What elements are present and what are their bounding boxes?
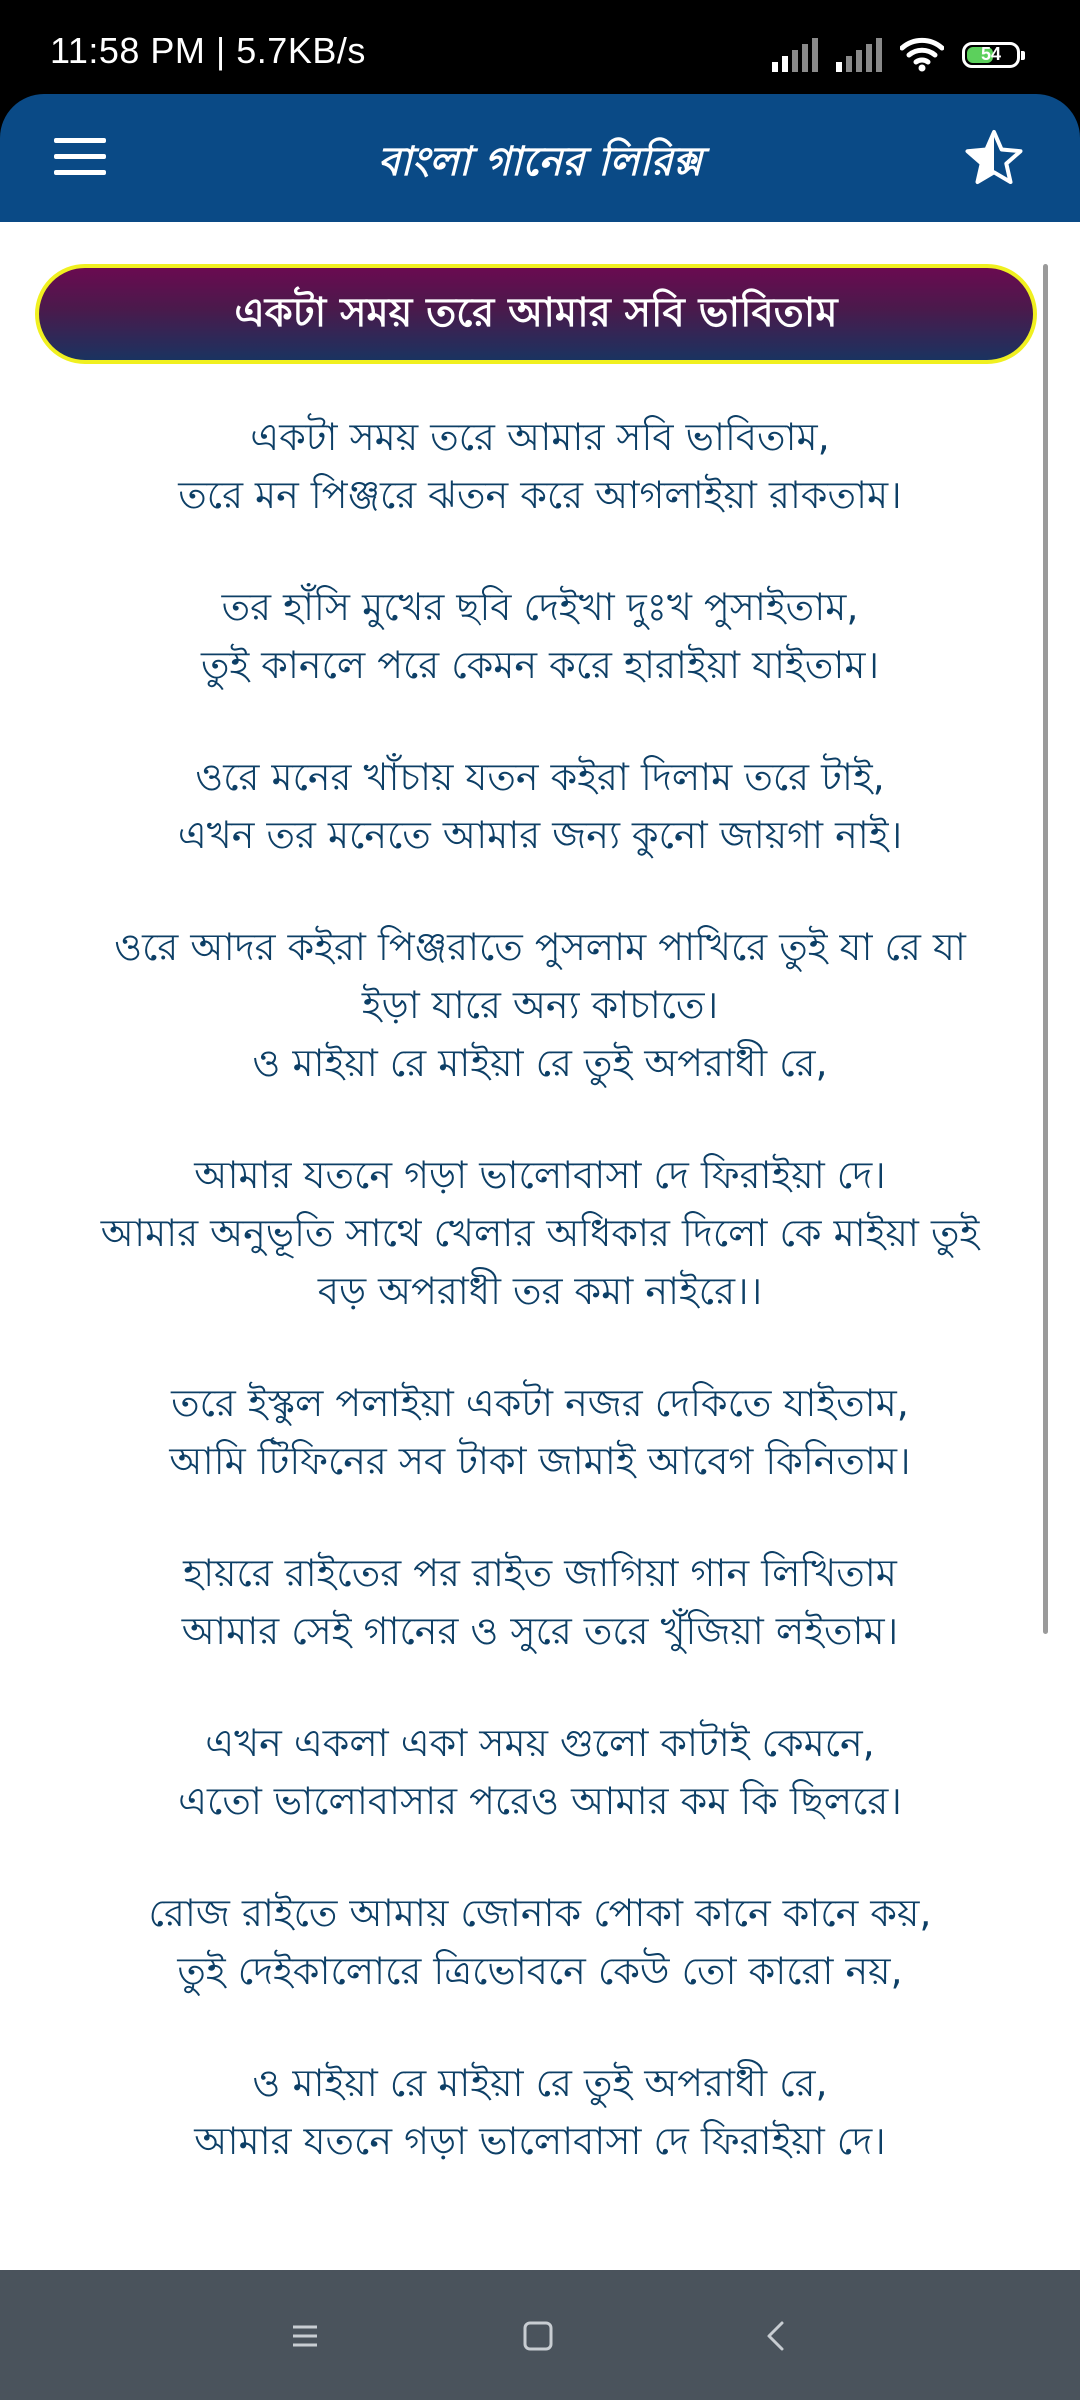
status-time-speed: 11:58 PM | 5.7KB/s (50, 30, 366, 71)
lyrics-line: তর হাঁসি মুখের ছবি দেইখা দুঃখ পুসাইতাম, (221, 585, 859, 629)
lyrics-stanza (30, 1714, 1050, 1830)
star-icon[interactable] (964, 128, 1024, 188)
lyrics-stanza (30, 1146, 1050, 1320)
lyrics-line: তুই কানলে পরে কেমন করে হারাইয়া যাইতাম। (200, 643, 880, 687)
status-bar (0, 0, 1080, 92)
lyrics-stanza (30, 918, 1050, 1092)
recents-icon[interactable] (283, 2314, 327, 2358)
status-icons (772, 32, 1020, 72)
lyrics-stanza (30, 408, 1050, 524)
lyrics-line: ওরে মনের খাঁচায় যতন কইরা দিলাম তরে টাই, (195, 755, 885, 799)
song-title: একটা সময় তরে আমার সবি ভাবিতাম (234, 289, 838, 336)
lyrics-line: একটা সময় তরে আমার সবি ভাবিতাম, (250, 415, 830, 459)
lyrics-line: আমার অনুভূতি সাথে খেলার অধিকার দিলো কে মাইয়া তুই (100, 1211, 980, 1255)
lyrics-stanza (30, 2054, 1050, 2170)
lyrics-text (30, 408, 1050, 2224)
lyrics-line: তুই দেইকালোরে ত্রিভোবনে কেউ তো কারো নয়, (177, 1949, 903, 1993)
battery-level: 54 (980, 44, 1002, 64)
lyrics-line: এতো ভালোবাসার পরেও আমার কম কি ছিলরে। (178, 1779, 902, 1823)
lyrics-stanza (30, 1884, 1050, 2000)
lyrics-stanza (30, 748, 1050, 864)
lyrics-line: আমার যতনে গড়া ভালোবাসা দে ফিরাইয়া দে। (194, 1153, 886, 1197)
lyrics-content[interactable] (0, 222, 1080, 2270)
lyrics-line: হায়রে রাইতের পর রাইত জাগিয়া গান লিখিতাম (183, 1551, 897, 1595)
wifi-icon (900, 36, 944, 72)
lyrics-line: ও মাইয়া রে মাইয়া রে তুই অপরাধী রে, (252, 2061, 828, 2105)
lyrics-line: তরে মন পিঞ্জরে ঝতন করে আগলাইয়া রাকতাম। (178, 473, 902, 517)
app-title: বাংলা গানের লিরিক্স (377, 139, 703, 185)
battery-icon (962, 42, 1020, 68)
lyrics-line: ইড়া যারে অন্য কাচাতে। (361, 983, 719, 1027)
scrollbar[interactable] (1043, 264, 1048, 1634)
signal-icon (836, 38, 882, 72)
back-icon[interactable] (754, 2314, 798, 2358)
home-icon[interactable] (516, 2314, 560, 2358)
lyrics-line: ওরে আদর কইরা পিঞ্জরাতে পুসলাম পাখিরে তুই যা রে যা (114, 925, 966, 969)
lyrics-stanza (30, 1544, 1050, 1660)
lyrics-line: বড় অপরাধী তর কমা নাইরে।। (317, 1269, 763, 1313)
navigation-bar (0, 2270, 1080, 2400)
song-title-banner (35, 264, 1037, 364)
signal-icon (772, 38, 818, 72)
lyrics-stanza (30, 1374, 1050, 1490)
lyrics-line: আমার যতনে গড়া ভালোবাসা দে ফিরাইয়া দে। (194, 2119, 886, 2163)
lyrics-line: এখন তর মনেতে আমার জন্য কুনো জায়গা নাই। (177, 813, 903, 857)
lyrics-line: আমার সেই গানের ও সুরে তরে খুঁজিয়া লইতাম। (181, 1609, 899, 1653)
lyrics-line: ও মাইয়া রে মাইয়া রে তুই অপরাধী রে, (252, 1041, 828, 1085)
app-bar (0, 94, 1080, 222)
lyrics-line: তরে ইস্কুল পলাইয়া একটা নজর দেকিতে যাইতাম, (171, 1381, 909, 1425)
lyrics-line: রোজ রাইতে আমায় জোনাক পোকা কানে কানে কয়, (148, 1891, 932, 1935)
lyrics-line: আমি টিফিনের সব টাকা জামাই আবেগ কিনিতাম। (169, 1439, 911, 1483)
lyrics-line: এখন একলা একা সময় গুলো কাটাই কেমনে, (205, 1721, 875, 1765)
lyrics-stanza (30, 578, 1050, 694)
